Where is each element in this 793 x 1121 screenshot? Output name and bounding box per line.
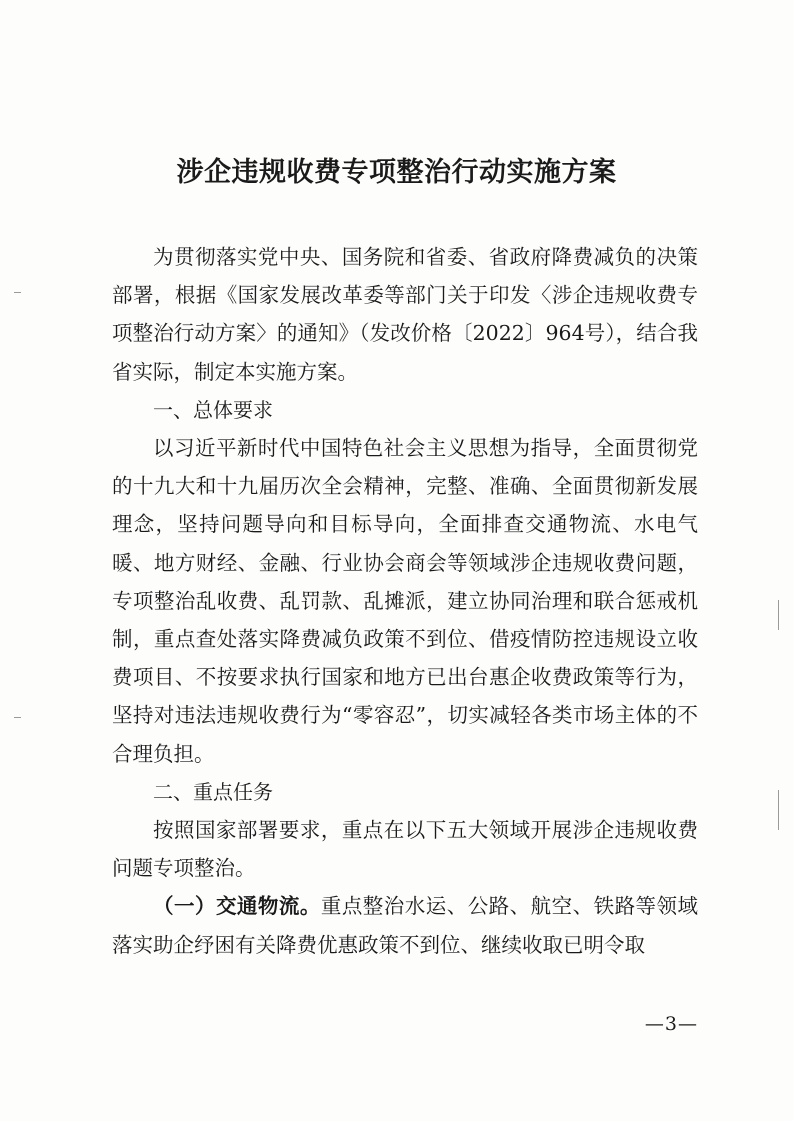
scan-mark — [14, 292, 21, 293]
key-tasks-paragraph: 按照国家部署要求，重点在以下五大领域开展涉企违规收费问题专项整治。 — [112, 818, 698, 881]
scan-mark — [14, 717, 21, 718]
section-heading-general-requirements: 一、总体要求 — [153, 397, 273, 422]
item-text: 重点整治水运、公路、航空、铁路等领域落实助企纾困有关降费优惠政策不到位、继续收取已明令取 — [112, 894, 699, 957]
page-number: —3— — [644, 1013, 698, 1035]
intro-paragraph: 为贯彻落实党中央、国务院和省委、省政府降费减负的决策部署，根据《国家发展改革委等部门关于印发〈涉企违规收费专项整治行动方案〉的通知》（发改价格〔2022〕964号），结合我省实际，制定本实施方案。 — [112, 245, 698, 384]
scan-mark — [778, 790, 779, 830]
general-requirements-paragraph: 以习近平新时代中国特色社会主义思想为指导，全面贯彻党的十九大和十九届历次全会精神，完整、准确、全面贯彻新发展理念，坚持问题导向和目标导向，全面排查交通物流、水电气暖、地方财经、金融、行业协会商会等领域涉企违规收费问题，专项整治乱收费、乱罚款、乱摊派，建立协同治理和联合惩戒机制，重点查处落实降费减负政策不到位、借疫情防控违规设立收费项目、不按要求执行国家和地方已出台惠企收费政策等行为，坚持对违法违规收费行为“零容忍”，切实减轻各类市场主体的不合理负担。 — [112, 436, 698, 766]
item-transport-logistics — [112, 887, 698, 963]
scan-mark — [778, 600, 779, 630]
document-body — [112, 238, 698, 964]
section-heading-key-tasks: 二、重点任务 — [153, 779, 273, 804]
document-title: 涉企违规收费专项整治行动实施方案 — [176, 157, 617, 188]
item-lead: （一）交通物流。 — [153, 894, 321, 919]
